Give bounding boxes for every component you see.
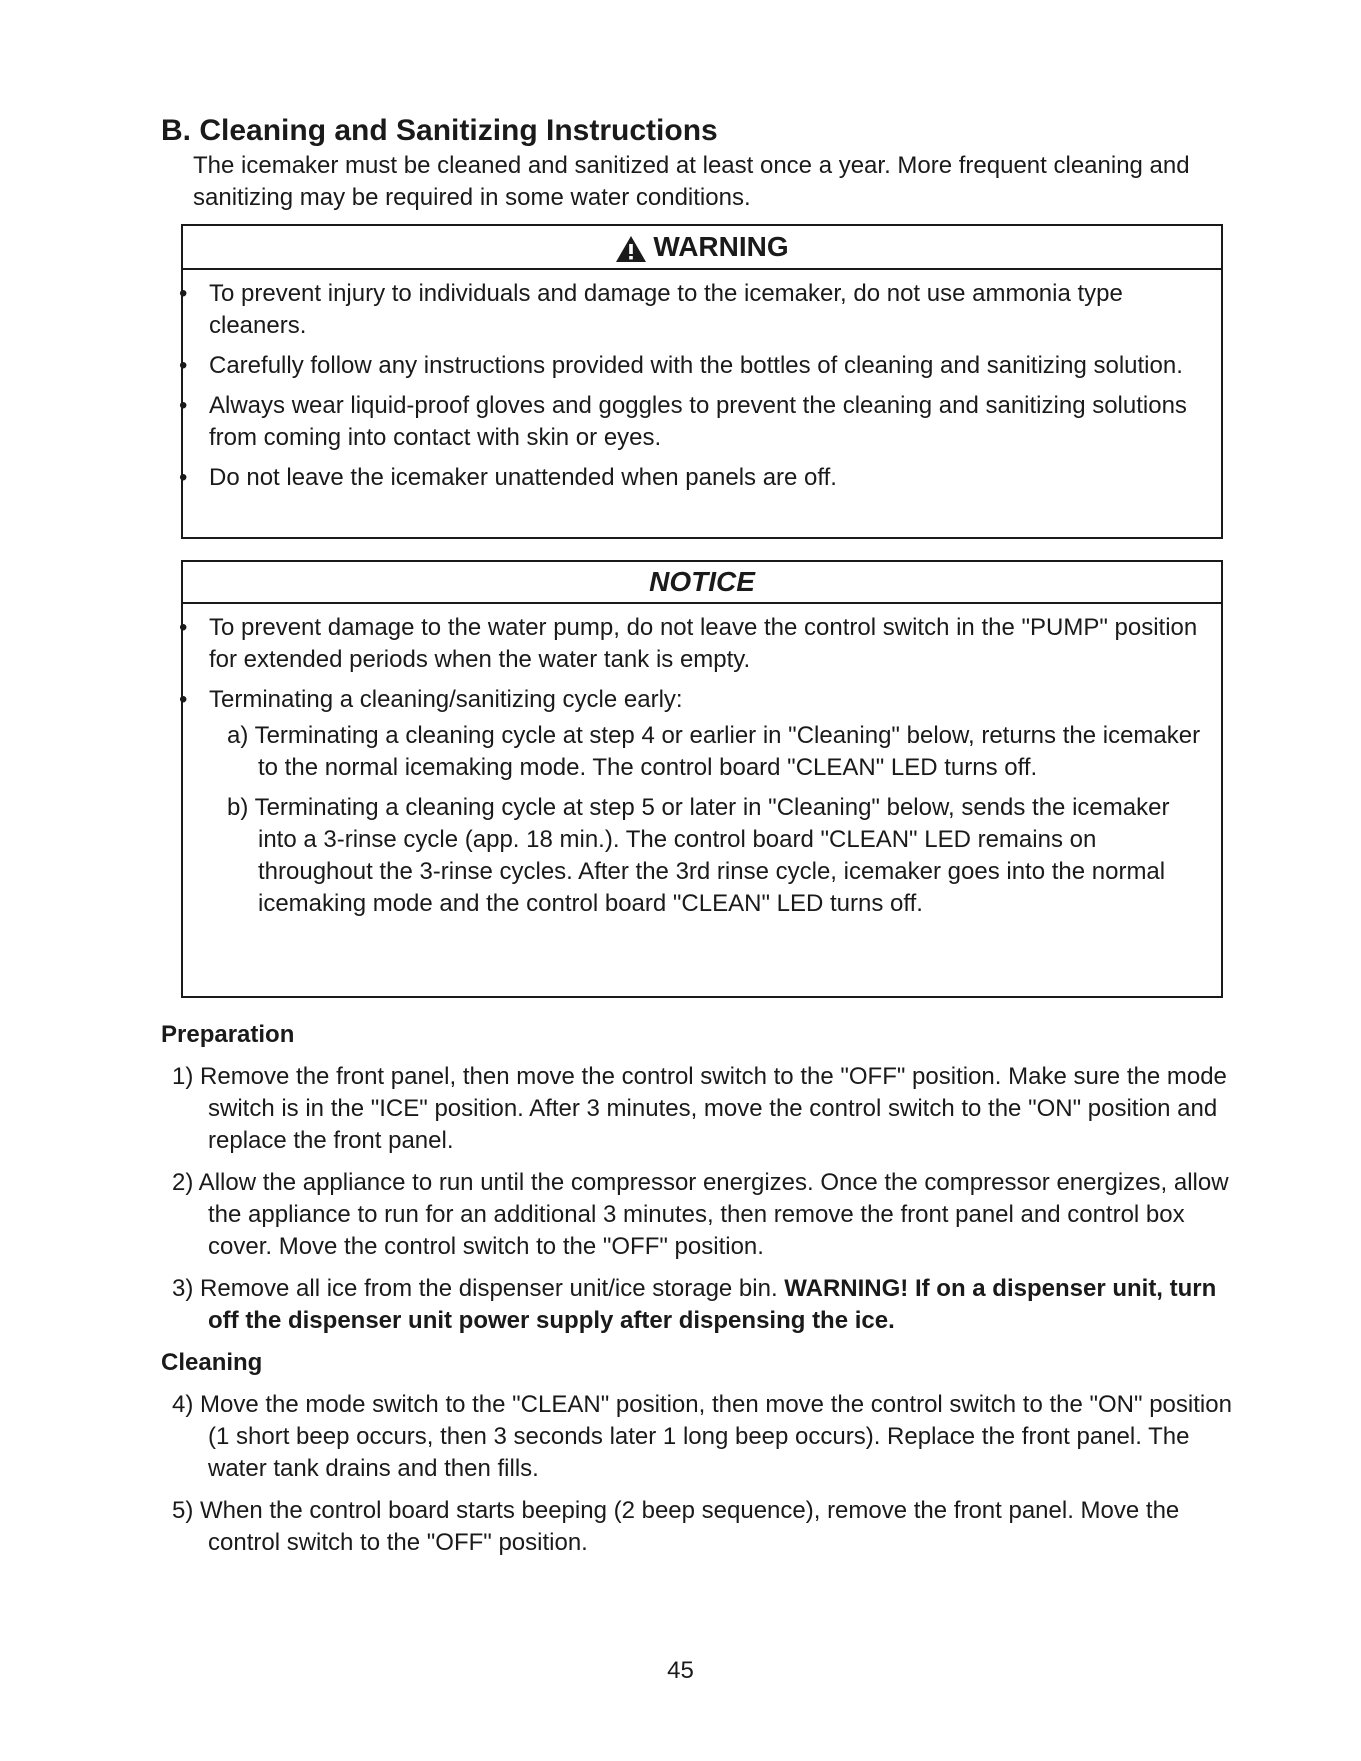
warning-triangle-icon bbox=[615, 234, 647, 262]
notice-sublist bbox=[209, 720, 1201, 920]
notice-subitem-b: b) Terminating a cleaning cycle at step 5 or later in "Cleaning" below, sends the icemaker into a 3-rinse cycle (app. 18 min.). The control board "CLEAN" LED remains on throughout the 3-rinse cycles. After the 3rd rinse cycle, icemaker goes into the normal icemaking mode and the control board "CLEAN" LED turns off. bbox=[227, 794, 1170, 917]
preparation-steps bbox=[172, 1061, 1232, 1347]
page-number: 45 bbox=[667, 1657, 694, 1684]
list-item: • Carefully follow any instructions provided with the bottles of cleaning and sanitizing solution. bbox=[179, 352, 1183, 379]
warning-header-label: WARNING bbox=[653, 231, 789, 262]
step-3 bbox=[172, 1273, 1232, 1337]
step-2: 2) Allow the appliance to run until the compressor energizes. Once the compressor energizes, allow the appliance to run for an additional 3 minutes, then remove the front panel and control box cover. Move the control switch to the "OFF" position. bbox=[172, 1169, 1229, 1260]
warning-item-2: Carefully follow any instructions provided with the bottles of cleaning and sanitizing solution. bbox=[209, 352, 1183, 379]
step-5: 5) When the control board starts beeping (2 beep sequence), remove the front panel. Move the control switch to the "OFF" position. bbox=[172, 1497, 1180, 1556]
notice-box bbox=[181, 560, 1223, 998]
notice-list bbox=[179, 604, 1221, 920]
warning-list bbox=[179, 270, 1221, 494]
warning-item-3: Always wear liquid-proof gloves and goggles to prevent the cleaning and sanitizing solutions from coming into contact with skin or eyes. bbox=[209, 392, 1187, 451]
notice-subitem-a: a) Terminating a cleaning cycle at step 4 or earlier in "Cleaning" below, returns the icemaker to the normal icemaking mode. The control board "CLEAN" LED turns off. bbox=[227, 722, 1201, 781]
cleaning-heading: Cleaning bbox=[161, 1349, 263, 1376]
notice-header: NOTICE bbox=[183, 562, 1221, 604]
step-3-warning: WARNING! If on a dispenser unit, turn off the dispenser unit power supply after dispensing the ice. bbox=[208, 1275, 1217, 1334]
list-item: • Do not leave the icemaker unattended when panels are off. bbox=[179, 464, 837, 491]
preparation-heading: Preparation bbox=[161, 1021, 295, 1048]
warning-item-1: To prevent injury to individuals and damage to the icemaker, do not use ammonia type cleaners. bbox=[209, 280, 1123, 339]
list-item: • To prevent damage to the water pump, do not leave the control switch in the "PUMP" position for extended periods when the water tank is empty. bbox=[179, 614, 1198, 673]
step-3-text: 3) Remove all ice from the dispenser unit/ice storage bin. bbox=[172, 1275, 785, 1302]
list-item: • Terminating a cleaning/sanitizing cycle early: a) Terminating a cleaning cycle at step 4 or earlier in "Cleaning" below, returns the icemaker to the normal icemaking mode. The control board "CLEAN" LED turns off. b) Terminating a cleaning cycle at step 5 or later in "Cleaning" below, sends the icemaker into a 3-rinse cycle (app. 18 min.). The control board "CLEAN" LED remains on throughout the 3-rinse cycles. After the 3rd rinse cycle, icemaker goes into the normal icemaking mode and the control board "CLEAN" LED turns off. bbox=[209, 684, 1201, 920]
list-item: • To prevent injury to individuals and damage to the icemaker, do not use ammonia type cleaners. bbox=[179, 280, 1123, 339]
step-4: 4) Move the mode switch to the "CLEAN" position, then move the control switch to the "ON" position (1 short beep occurs, then 3 seconds later 1 long beep occurs). Replace the front panel. The water tank drains and then fills. bbox=[172, 1391, 1232, 1482]
step-1: 1) Remove the front panel, then move the control switch to the "OFF" position. Make sure the mode switch is in the "ICE" position. After 3 minutes, move the control switch to the "ON" position and replace the front panel. bbox=[172, 1063, 1227, 1154]
intro-paragraph: The icemaker must be cleaned and sanitized at least once a year. More frequent cleaning and sanitizing may be required in some water conditions. bbox=[193, 152, 1190, 211]
warning-box bbox=[181, 224, 1223, 539]
list-item: • Always wear liquid-proof gloves and goggles to prevent the cleaning and sanitizing solutions from coming into contact with skin or eyes. bbox=[179, 392, 1187, 451]
notice-item-2: Terminating a cleaning/sanitizing cycle early: bbox=[209, 686, 683, 713]
notice-item-1: To prevent damage to the water pump, do not leave the control switch in the "PUMP" position for extended periods when the water tank is empty. bbox=[209, 614, 1198, 673]
warning-header bbox=[183, 226, 1221, 270]
warning-item-4: Do not leave the icemaker unattended when panels are off. bbox=[209, 464, 837, 491]
cleaning-steps bbox=[172, 1389, 1232, 1569]
section-title: B. Cleaning and Sanitizing Instructions bbox=[161, 114, 718, 147]
